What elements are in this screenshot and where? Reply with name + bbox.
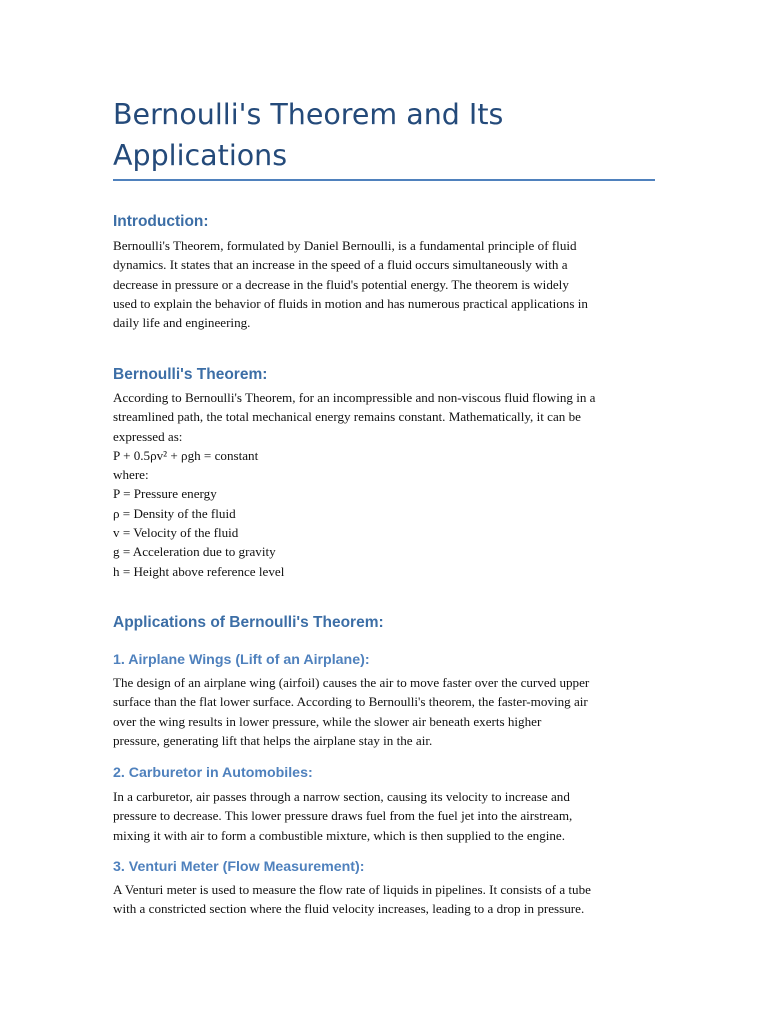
text-line: decrease in pressure or a decrease in the fluid's potential energy. The theorem is widely <box>113 276 569 292</box>
text-line: In a carburetor, air passes through a narrow section, causing its velocity to increase and <box>113 789 570 804</box>
text-line: According to Bernoulli's Theorem, for an incompressible and non-viscous fluid flowing in a <box>113 390 596 405</box>
introduction-paragraph <box>113 236 653 332</box>
text-line: mixing it with air to form a combustible mixture, which is then supplied to the engine. <box>113 827 566 843</box>
carburetor-paragraph <box>113 787 653 845</box>
airplane-wings-paragraph <box>113 673 653 750</box>
text-line: expressed as: <box>113 428 183 444</box>
document-title <box>113 94 658 176</box>
title-underline <box>113 179 655 181</box>
variable-definition: h = Height above reference level <box>113 563 285 579</box>
title-line: Applications <box>113 139 288 172</box>
venturi-meter-heading: 3. Venturi Meter (Flow Measurement): <box>113 859 365 875</box>
airplane-wings-heading: 1. Airplane Wings (Lift of an Airplane): <box>113 652 370 668</box>
theorem-paragraph <box>113 388 653 581</box>
applications-heading: Applications of Bernoulli's Theorem: <box>113 614 384 631</box>
equation: P + 0.5ρv² + ρgh = constant <box>113 447 259 463</box>
variable-definition: ρ = Density of the fluid <box>113 505 236 521</box>
text-line: surface than the flat lower surface. According to Bernoulli's theorem, the faster-moving air <box>113 694 588 710</box>
text-line: with a constricted section where the fluid velocity increases, leading to a drop in pressure. <box>113 901 585 917</box>
variable-definition: g = Acceleration due to gravity <box>113 544 276 560</box>
text-line: streamlined path, the total mechanical energy remains constant. Mathematically, it can be <box>113 409 581 425</box>
introduction-heading: Introduction: <box>113 213 209 230</box>
carburetor-heading: 2. Carburetor in Automobiles: <box>113 765 313 781</box>
text-line: A Venturi meter is used to measure the flow rate of liquids in pipelines. It consists of a tube <box>113 882 591 897</box>
variable-definition: P = Pressure energy <box>113 486 217 502</box>
theorem-heading: Bernoulli's Theorem: <box>113 366 268 383</box>
text-line: over the wing results in lower pressure, while the slower air beneath exerts higher <box>113 713 542 729</box>
venturi-meter-paragraph <box>113 880 653 919</box>
text-line: where: <box>113 467 149 483</box>
text-line: dynamics. It states that an increase in the speed of a fluid occurs simultaneously with a <box>113 257 568 273</box>
text-line: The design of an airplane wing (airfoil) causes the air to move faster over the curved upper <box>113 675 590 690</box>
title-line: Bernoulli's Theorem and Its <box>113 98 504 131</box>
text-line: daily life and engineering. <box>113 315 251 331</box>
text-line: used to explain the behavior of fluids in motion and has numerous practical applications in <box>113 295 588 311</box>
variable-definition: v = Velocity of the fluid <box>113 525 239 541</box>
text-line: Bernoulli's Theorem, formulated by Daniel Bernoulli, is a fundamental principle of fluid <box>113 238 577 253</box>
text-line: pressure, generating lift that helps the airplane stay in the air. <box>113 732 433 748</box>
text-line: pressure to decrease. This lower pressure draws fuel from the fuel jet into the airstream, <box>113 808 573 824</box>
